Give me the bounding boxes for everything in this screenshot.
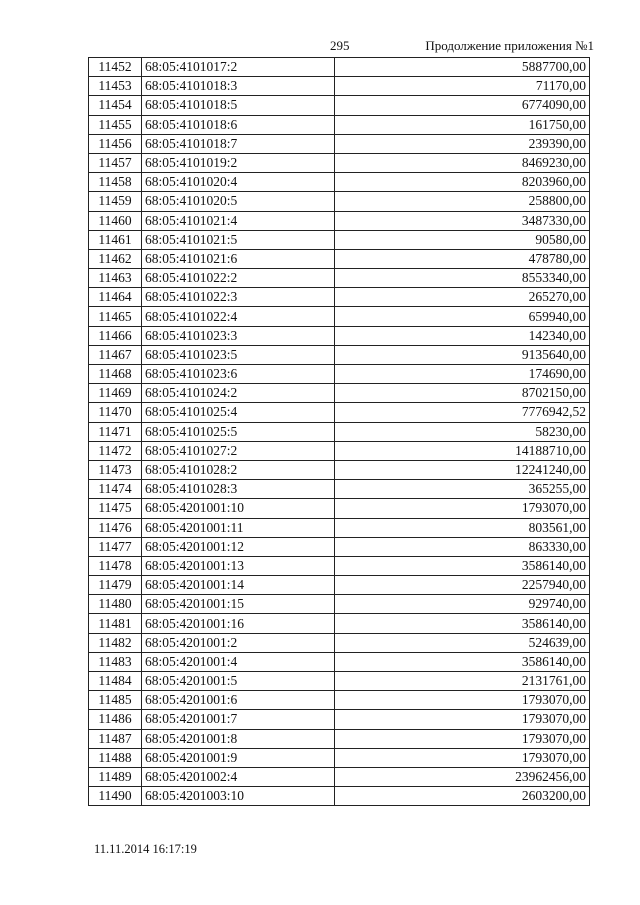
cadastral-value-cell: 142340,00 xyxy=(335,326,590,345)
row-number-cell: 11490 xyxy=(89,787,142,806)
table-row xyxy=(89,173,590,192)
header-note: Продолжение приложения №1 xyxy=(425,38,594,53)
table-row xyxy=(89,787,590,806)
table-row xyxy=(89,403,590,422)
row-number-cell: 11487 xyxy=(89,729,142,748)
cadastral-number-cell: 68:05:4101017:2 xyxy=(142,58,335,77)
table-row xyxy=(89,767,590,786)
cadastral-value-cell: 2257940,00 xyxy=(335,576,590,595)
row-number-cell: 11471 xyxy=(89,422,142,441)
row-number-cell: 11458 xyxy=(89,173,142,192)
cadastral-number-cell: 68:05:4101024:2 xyxy=(142,384,335,403)
table-row xyxy=(89,748,590,767)
table-row xyxy=(89,595,590,614)
table-row xyxy=(89,153,590,172)
row-number-cell: 11457 xyxy=(89,153,142,172)
cadastral-value-cell: 3586140,00 xyxy=(335,652,590,671)
table-row xyxy=(89,249,590,268)
cadastral-value-cell: 6774090,00 xyxy=(335,96,590,115)
table-row xyxy=(89,614,590,633)
table-row xyxy=(89,211,590,230)
table-row xyxy=(89,480,590,499)
row-number-cell: 11456 xyxy=(89,134,142,153)
table-row xyxy=(89,422,590,441)
cadastral-value-cell: 9135640,00 xyxy=(335,345,590,364)
cadastral-value-cell: 8203960,00 xyxy=(335,173,590,192)
row-number-cell: 11481 xyxy=(89,614,142,633)
cadastral-number-cell: 68:05:4101022:4 xyxy=(142,307,335,326)
cadastral-number-cell: 68:05:4201001:15 xyxy=(142,595,335,614)
row-number-cell: 11488 xyxy=(89,748,142,767)
cadastral-value-cell: 1793070,00 xyxy=(335,710,590,729)
cadastral-value-cell: 3586140,00 xyxy=(335,614,590,633)
cadastral-value-cell: 1793070,00 xyxy=(335,691,590,710)
cadastral-number-cell: 68:05:4101027:2 xyxy=(142,441,335,460)
cadastral-value-cell: 659940,00 xyxy=(335,307,590,326)
row-number-cell: 11464 xyxy=(89,288,142,307)
table-row xyxy=(89,518,590,537)
table-row xyxy=(89,288,590,307)
cadastral-number-cell: 68:05:4101018:7 xyxy=(142,134,335,153)
cadastral-value-cell: 161750,00 xyxy=(335,115,590,134)
cadastral-number-cell: 68:05:4101020:4 xyxy=(142,173,335,192)
row-number-cell: 11479 xyxy=(89,576,142,595)
table-row xyxy=(89,710,590,729)
table-row xyxy=(89,556,590,575)
row-number-cell: 11454 xyxy=(89,96,142,115)
cadastral-number-cell: 68:05:4201001:4 xyxy=(142,652,335,671)
cadastral-value-cell: 58230,00 xyxy=(335,422,590,441)
cadastral-value-cell: 1793070,00 xyxy=(335,729,590,748)
table-row xyxy=(89,365,590,384)
table-row xyxy=(89,691,590,710)
cadastral-value-cell: 258800,00 xyxy=(335,192,590,211)
row-number-cell: 11485 xyxy=(89,691,142,710)
row-number-cell: 11478 xyxy=(89,556,142,575)
cadastral-number-cell: 68:05:4101023:5 xyxy=(142,345,335,364)
cadastral-value-cell: 3487330,00 xyxy=(335,211,590,230)
table-row xyxy=(89,58,590,77)
row-number-cell: 11489 xyxy=(89,767,142,786)
print-timestamp: 11.11.2014 16:17:19 xyxy=(94,842,197,856)
cadastral-value-cell: 12241240,00 xyxy=(335,460,590,479)
cadastral-number-cell: 68:05:4101021:6 xyxy=(142,249,335,268)
cadastral-value-cell: 2603200,00 xyxy=(335,787,590,806)
row-number-cell: 11467 xyxy=(89,345,142,364)
cadastral-number-cell: 68:05:4101022:3 xyxy=(142,288,335,307)
cadastral-number-cell: 68:05:4101019:2 xyxy=(142,153,335,172)
table-row xyxy=(89,345,590,364)
row-number-cell: 11474 xyxy=(89,480,142,499)
table-row xyxy=(89,633,590,652)
row-number-cell: 11483 xyxy=(89,652,142,671)
table-row xyxy=(89,672,590,691)
table-row xyxy=(89,230,590,249)
row-number-cell: 11466 xyxy=(89,326,142,345)
cadastral-value-cell: 1793070,00 xyxy=(335,748,590,767)
row-number-cell: 11484 xyxy=(89,672,142,691)
cadastral-value-cell: 3586140,00 xyxy=(335,556,590,575)
cadastral-value-cell: 174690,00 xyxy=(335,365,590,384)
cadastral-value-cell: 8469230,00 xyxy=(335,153,590,172)
cadastral-number-cell: 68:05:4101025:5 xyxy=(142,422,335,441)
cadastral-number-cell: 68:05:4101018:3 xyxy=(142,77,335,96)
table-row xyxy=(89,192,590,211)
table-row xyxy=(89,134,590,153)
row-number-cell: 11473 xyxy=(89,460,142,479)
cadastral-number-cell: 68:05:4101021:4 xyxy=(142,211,335,230)
cadastral-number-cell: 68:05:4201001:8 xyxy=(142,729,335,748)
cadastral-number-cell: 68:05:4201003:10 xyxy=(142,787,335,806)
cadastral-number-cell: 68:05:4101021:5 xyxy=(142,230,335,249)
cadastral-number-cell: 68:05:4201001:13 xyxy=(142,556,335,575)
cadastral-number-cell: 68:05:4101018:5 xyxy=(142,96,335,115)
row-number-cell: 11472 xyxy=(89,441,142,460)
cadastral-value-cell: 8702150,00 xyxy=(335,384,590,403)
cadastral-number-cell: 68:05:4201001:14 xyxy=(142,576,335,595)
row-number-cell: 11455 xyxy=(89,115,142,134)
cadastral-value-cell: 863330,00 xyxy=(335,537,590,556)
cadastral-number-cell: 68:05:4201001:16 xyxy=(142,614,335,633)
table-body xyxy=(89,58,590,806)
table-row xyxy=(89,499,590,518)
row-number-cell: 11470 xyxy=(89,403,142,422)
cadastral-number-cell: 68:05:4101028:3 xyxy=(142,480,335,499)
table-row xyxy=(89,537,590,556)
cadastral-value-cell: 8553340,00 xyxy=(335,269,590,288)
table-row xyxy=(89,307,590,326)
cadastral-value-cell: 265270,00 xyxy=(335,288,590,307)
table-row xyxy=(89,652,590,671)
cadastral-value-cell: 90580,00 xyxy=(335,230,590,249)
row-number-cell: 11476 xyxy=(89,518,142,537)
cadastral-value-cell: 2131761,00 xyxy=(335,672,590,691)
table-row xyxy=(89,96,590,115)
cadastral-number-cell: 68:05:4201001:6 xyxy=(142,691,335,710)
row-number-cell: 11482 xyxy=(89,633,142,652)
table-row xyxy=(89,729,590,748)
table-row xyxy=(89,384,590,403)
row-number-cell: 11452 xyxy=(89,58,142,77)
cadastral-number-cell: 68:05:4201001:9 xyxy=(142,748,335,767)
cadastral-number-cell: 68:05:4101023:6 xyxy=(142,365,335,384)
row-number-cell: 11459 xyxy=(89,192,142,211)
row-number-cell: 11477 xyxy=(89,537,142,556)
cadastral-number-cell: 68:05:4101025:4 xyxy=(142,403,335,422)
cadastral-number-cell: 68:05:4201001:5 xyxy=(142,672,335,691)
row-number-cell: 11486 xyxy=(89,710,142,729)
cadastral-number-cell: 68:05:4101023:3 xyxy=(142,326,335,345)
table-row xyxy=(89,77,590,96)
cadastral-value-cell: 23962456,00 xyxy=(335,767,590,786)
cadastral-value-cell: 929740,00 xyxy=(335,595,590,614)
cadastral-number-cell: 68:05:4201001:11 xyxy=(142,518,335,537)
table-row xyxy=(89,441,590,460)
cadastral-value-cell: 478780,00 xyxy=(335,249,590,268)
cadastral-value-cell: 14188710,00 xyxy=(335,441,590,460)
cadastral-value-cell: 365255,00 xyxy=(335,480,590,499)
row-number-cell: 11462 xyxy=(89,249,142,268)
cadastral-number-cell: 68:05:4101022:2 xyxy=(142,269,335,288)
table-row xyxy=(89,576,590,595)
row-number-cell: 11461 xyxy=(89,230,142,249)
row-number-cell: 11463 xyxy=(89,269,142,288)
table-row xyxy=(89,115,590,134)
row-number-cell: 11465 xyxy=(89,307,142,326)
cadastral-value-cell: 71170,00 xyxy=(335,77,590,96)
table-row xyxy=(89,326,590,345)
cadastral-number-cell: 68:05:4201001:7 xyxy=(142,710,335,729)
cadastral-number-cell: 68:05:4101020:5 xyxy=(142,192,335,211)
cadastral-value-cell: 239390,00 xyxy=(335,134,590,153)
cadastral-value-cell: 1793070,00 xyxy=(335,499,590,518)
cadastral-number-cell: 68:05:4201002:4 xyxy=(142,767,335,786)
cadastral-number-cell: 68:05:4201001:2 xyxy=(142,633,335,652)
cadastral-number-cell: 68:05:4101028:2 xyxy=(142,460,335,479)
row-number-cell: 11468 xyxy=(89,365,142,384)
row-number-cell: 11475 xyxy=(89,499,142,518)
row-number-cell: 11460 xyxy=(89,211,142,230)
cadastral-value-cell: 803561,00 xyxy=(335,518,590,537)
row-number-cell: 11480 xyxy=(89,595,142,614)
cadastral-value-cell: 7776942,52 xyxy=(335,403,590,422)
cadastral-number-cell: 68:05:4201001:12 xyxy=(142,537,335,556)
page-number: 295 xyxy=(330,38,350,53)
cadastral-value-table xyxy=(88,57,590,806)
row-number-cell: 11453 xyxy=(89,77,142,96)
cadastral-number-cell: 68:05:4101018:6 xyxy=(142,115,335,134)
cadastral-number-cell: 68:05:4201001:10 xyxy=(142,499,335,518)
table-row xyxy=(89,269,590,288)
row-number-cell: 11469 xyxy=(89,384,142,403)
cadastral-value-cell: 5887700,00 xyxy=(335,58,590,77)
cadastral-value-cell: 524639,00 xyxy=(335,633,590,652)
table-row xyxy=(89,460,590,479)
